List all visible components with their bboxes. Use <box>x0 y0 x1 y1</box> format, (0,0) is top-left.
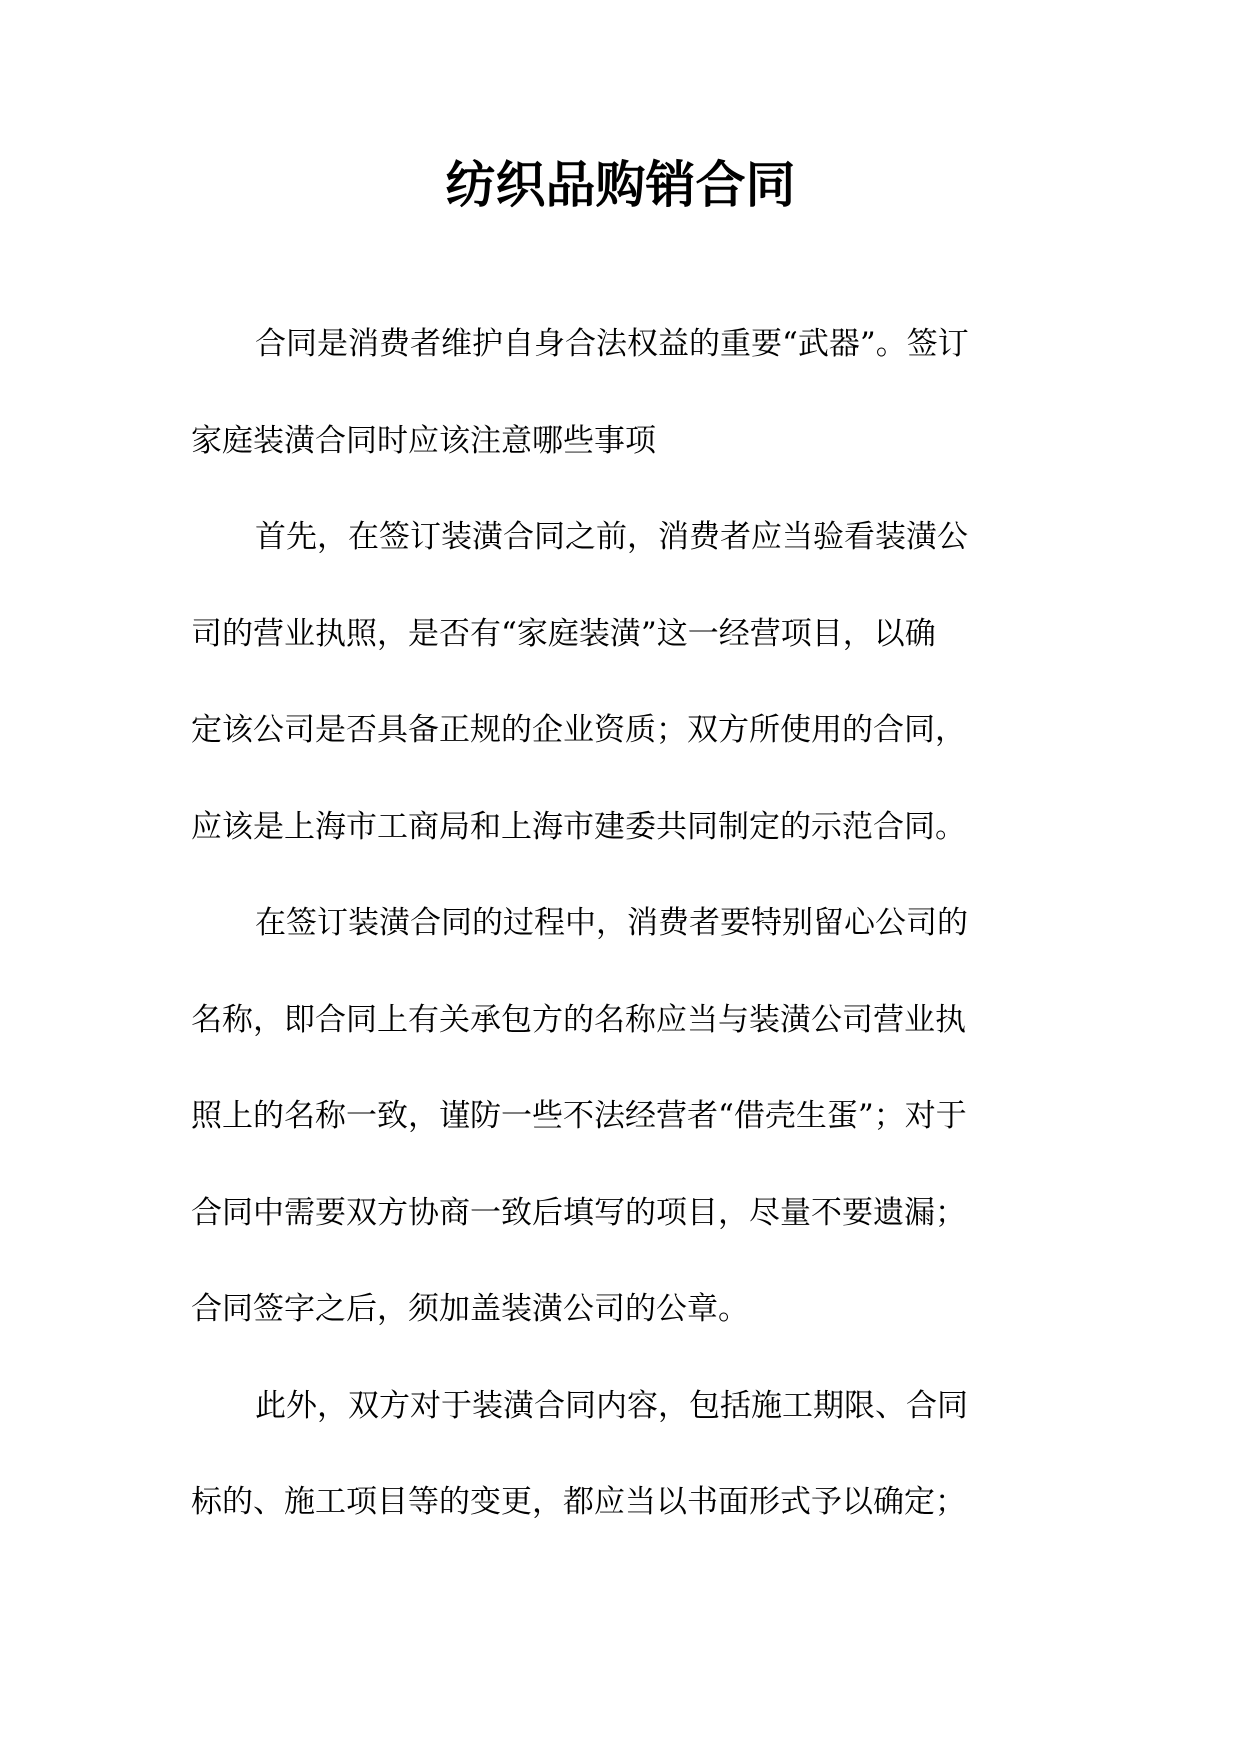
paragraph-line: 合同签字之后，须加盖装潢公司的公章。 <box>191 1291 749 1327</box>
paragraph-line: 司的营业执照，是否有“家庭装潢”这一经营项目，以确 <box>191 615 936 652</box>
paragraph-line: 应该是上海市工商局和上海市建委共同制定的示范合同。 <box>191 808 966 845</box>
paragraph-1 <box>191 296 1063 489</box>
paragraph-2 <box>191 489 1063 875</box>
paragraph-line: 名称，即合同上有关承包方的名称应当与装潢公司营业执 <box>191 1001 966 1038</box>
document-title: 纺织品购销合同 <box>445 155 796 214</box>
paragraph-3 <box>191 875 1063 1358</box>
paragraph-line: 照上的名称一致，谨防一些不法经营者“借壳生蛋”；对于 <box>191 1098 967 1134</box>
paragraph-line: 合同是消费者维护自身合法权益的重要“武器”。签订 <box>255 326 969 362</box>
paragraph-4 <box>191 1358 1063 1551</box>
paragraph-line: 在签订装潢合同的过程中，消费者要特别留心公司的 <box>255 905 968 941</box>
paragraph-line: 首先，在签订装潢合同之前，消费者应当验看装潢公 <box>255 519 968 555</box>
paragraph-line: 标的、施工项目等的变更，都应当以书面形式予以确定； <box>191 1484 966 1520</box>
document-body <box>191 296 1063 1551</box>
paragraph-line: 家庭装潢合同时应该注意哪些事项 <box>191 422 656 459</box>
paragraph-line: 定该公司是否具备正规的企业资质；双方所使用的合同， <box>191 712 966 748</box>
paragraph-line: 此外，双方对于装潢合同内容，包括施工期限、合同 <box>255 1387 968 1424</box>
paragraph-line: 合同中需要双方协商一致后填写的项目，尽量不要遗漏； <box>191 1194 966 1231</box>
